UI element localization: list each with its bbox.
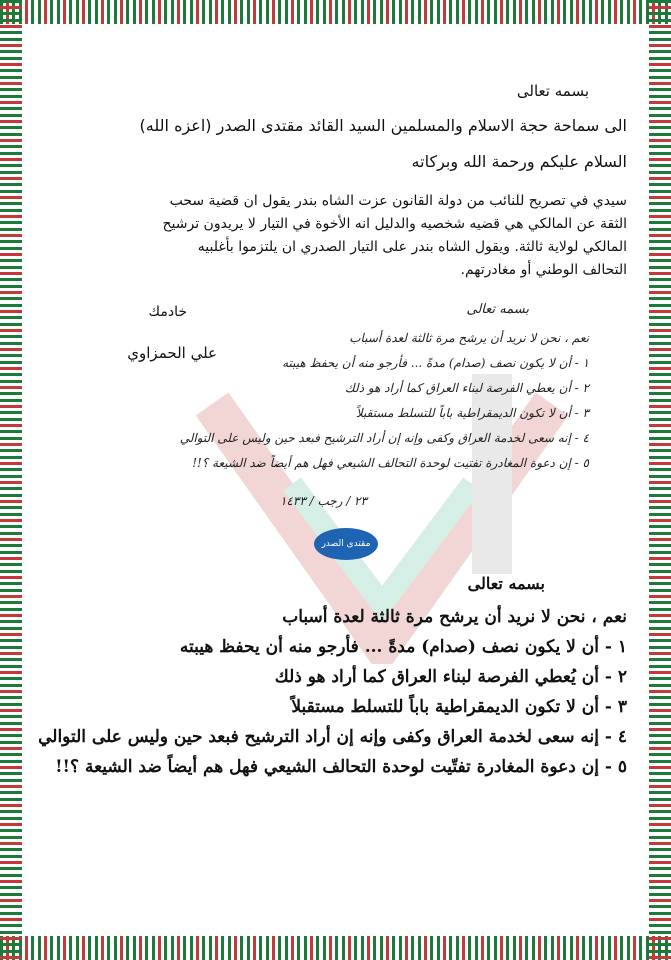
- signature-seal: [314, 528, 378, 560]
- letter-body-line: المالكي لولاية ثالثة. ويقول الشاه بندر على التيار الصدري ان يلتزموا بأغلبيه: [197, 239, 627, 255]
- letter-closing: خادمك: [148, 304, 187, 320]
- transcription-line: ٣ - أن لا تكون الديمقراطية باباً للتسلط مستقبلاً: [291, 697, 627, 717]
- letter-basmala: بسمه تعالى: [516, 82, 589, 100]
- transcription-header: بسمه تعالى: [467, 574, 545, 593]
- handwritten-line: ٣ - أن لا تكون الديمقراطية باباً للتسلط مستقبلاً: [355, 406, 589, 420]
- decorative-border-right: [649, 0, 671, 960]
- handwritten-reply: [89, 326, 589, 476]
- handwritten-line: ٥ - إن دعوة المغادرة تفتيت لوحدة التحالف الشيعي فهل هم أيضاً ضد الشيعة ؟!!: [192, 456, 589, 470]
- decorative-border-bottom: [0, 936, 671, 960]
- handwritten-line: ١ - أن لا يكون نصف (صدام) مدةً ... فأرجو منه أن يحفظ هيبته: [282, 356, 589, 370]
- decorative-border-left: [0, 0, 22, 960]
- transcription-line: ٥ - إن دعوة المغادرة تفتّيت لوحدة التحالف الشيعي فهل هم أيضاً ضد الشيعة ؟!!: [55, 757, 627, 777]
- letter-addressee: الى سماحة حجة الاسلام والمسلمين السيد القائد مقتدى الصدر (اعزه الله): [139, 116, 627, 135]
- handwritten-line: نعم ، نحن لا نريد أن يرشح مرة ثالثة لعدة أسباب: [349, 331, 589, 345]
- letter-signature: علي الحمزاوي: [127, 344, 217, 362]
- letter-body: [162, 190, 627, 282]
- letter-body-line: التحالف الوطني أو مغادرتهم.: [460, 262, 627, 278]
- handwritten-date: ٢٣ / رجب / ١٤٣٣: [279, 494, 367, 508]
- letter-greeting: السلام عليكم ورحمة الله وبركاته: [411, 152, 627, 171]
- handwritten-line: ٢ - أن يعطي الفرصة لبناء العراق كما أراد هو ذلك: [344, 381, 589, 395]
- transcription-line: ٤ - إنه سعى لخدمة العراق وكفى وإنه إن أراد الترشيح فبعد حين وليس على التوالي: [38, 727, 627, 747]
- transcription-line: نعم ، نحن لا نريد أن يرشح مرة ثالثة لعدة أسباب: [282, 607, 627, 627]
- transcription-body: [27, 602, 627, 782]
- letter-body-line: سيدي في تصريح للنائب من دولة القانون عزت الشاه بندر يقول ان قضية سحب: [169, 193, 627, 209]
- handwritten-header: بسمه تعالى: [466, 302, 529, 317]
- transcription-line: ١ - أن لا يكون نصف (صدام) مدةً ... فأرجو منه أن يحفظ هيبته: [179, 637, 627, 657]
- handwritten-line: ٤ - إنه سعى لخدمة العراق وكفى وإنه إن أراد الترشيح فبعد حين وليس على التوالي: [179, 431, 589, 445]
- document-body: [22, 24, 649, 936]
- letter-body-line: الثقة عن المالكي هي قضيه شخصيه والدليل انه الأخوة في التيار لا يريدون ترشيح: [162, 216, 627, 232]
- seal-text: مقتدى الصدر: [321, 539, 371, 549]
- decorative-border-top: [0, 0, 671, 24]
- transcription-line: ٢ - أن يُعطي الفرصة لبناء العراق كما أراد هو ذلك: [274, 667, 627, 687]
